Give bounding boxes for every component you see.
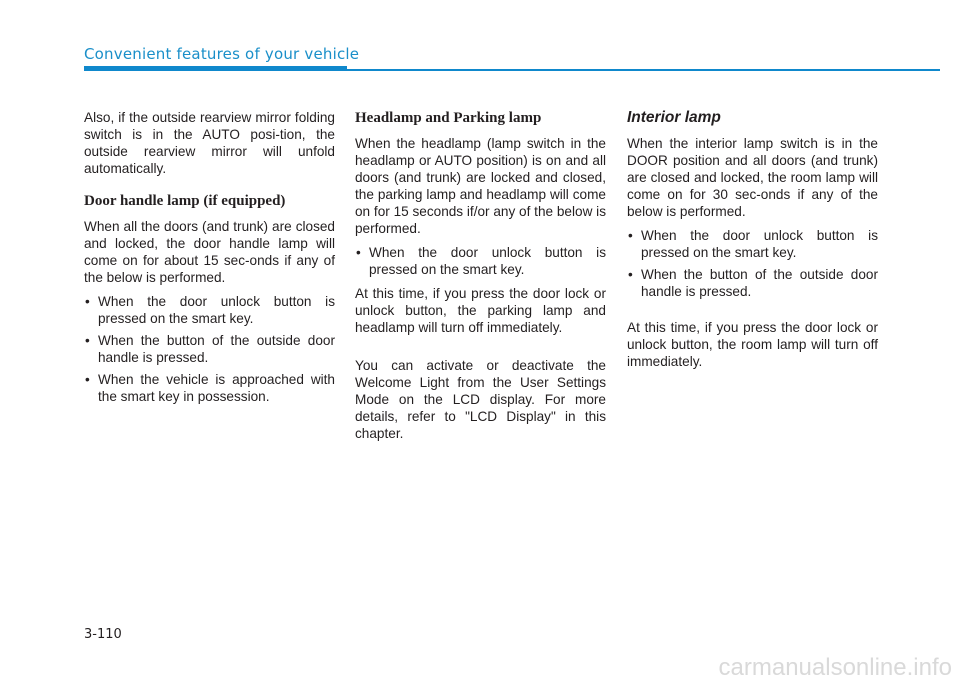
text-column-2	[355, 109, 606, 449]
section-title: Convenient features of your vehicle	[84, 45, 360, 63]
text-column-3	[627, 109, 878, 377]
bullet-icon: •	[85, 294, 90, 309]
headlamp-list	[355, 244, 606, 278]
list-item-text: When the door unlock button is pressed on the smart key.	[98, 294, 335, 326]
bullet-icon: •	[85, 333, 90, 348]
welcome-light-paragraph: You can activate or deactivate the Welcome Light from the User Settings Mode on the LCD display. For more details, refer to "LCD Display" in this chapter.	[355, 358, 606, 441]
headlamp-parking-lamp-heading: Headlamp and Parking lamp	[355, 110, 542, 126]
bullet-icon: •	[628, 267, 633, 282]
mirror-unfold-paragraph: Also, if the outside rearview mirror folding switch is in the AUTO posi-tion, the outside rearview mirror will unfold automatically.	[84, 110, 335, 176]
headlamp-turn-off-paragraph: At this time, if you press the door lock or unlock button, the parking lamp and headlamp will turn off immediately.	[355, 286, 606, 335]
interior-lamp-heading: Interior lamp	[627, 109, 721, 126]
door-handle-lamp-list	[84, 293, 335, 405]
door-handle-lamp-heading: Door handle lamp (if equipped)	[84, 193, 286, 209]
list-item-text: When the door unlock button is pressed on the smart key.	[641, 228, 878, 260]
list-item-text: When the button of the outside door handle is pressed.	[98, 333, 335, 365]
list-item	[84, 293, 335, 327]
list-item	[84, 332, 335, 366]
header-accent-bar	[84, 66, 347, 71]
list-item	[627, 266, 878, 300]
bullet-icon: •	[356, 245, 361, 260]
page-number: 3-110	[84, 627, 122, 642]
headlamp-body: When the headlamp (lamp switch in the headlamp or AUTO position) is on and all doors (and trunk) are locked and closed, the parking lamp and headlamp will come on for 15 seconds if/or any of the below is performed.	[355, 136, 606, 236]
door-handle-lamp-body: When all the doors (and trunk) are closed and locked, the door handle lamp will come on for about 15 sec-onds if any of the below is performed.	[84, 219, 335, 285]
interior-lamp-list	[627, 227, 878, 300]
list-item-text: When the vehicle is approached with the smart key in possession.	[98, 372, 335, 404]
text-column-1	[84, 109, 335, 412]
list-item	[627, 227, 878, 261]
list-item-text: When the door unlock button is pressed on the smart key.	[369, 245, 606, 277]
header-rule	[347, 69, 940, 71]
bullet-icon: •	[85, 372, 90, 387]
list-item	[355, 244, 606, 278]
list-item	[84, 371, 335, 405]
bullet-icon: •	[628, 228, 633, 243]
room-lamp-turn-off-paragraph: At this time, if you press the door lock or unlock button, the room lamp will turn off immediately.	[627, 320, 878, 369]
watermark: carmanualsonline.info	[718, 654, 952, 681]
list-item-text: When the button of the outside door handle is pressed.	[641, 267, 878, 299]
interior-lamp-body: When the interior lamp switch is in the DOOR position and all doors (and trunk) are closed and locked, the room lamp will come on for 30 sec-onds if any of the below is performed.	[627, 136, 878, 219]
